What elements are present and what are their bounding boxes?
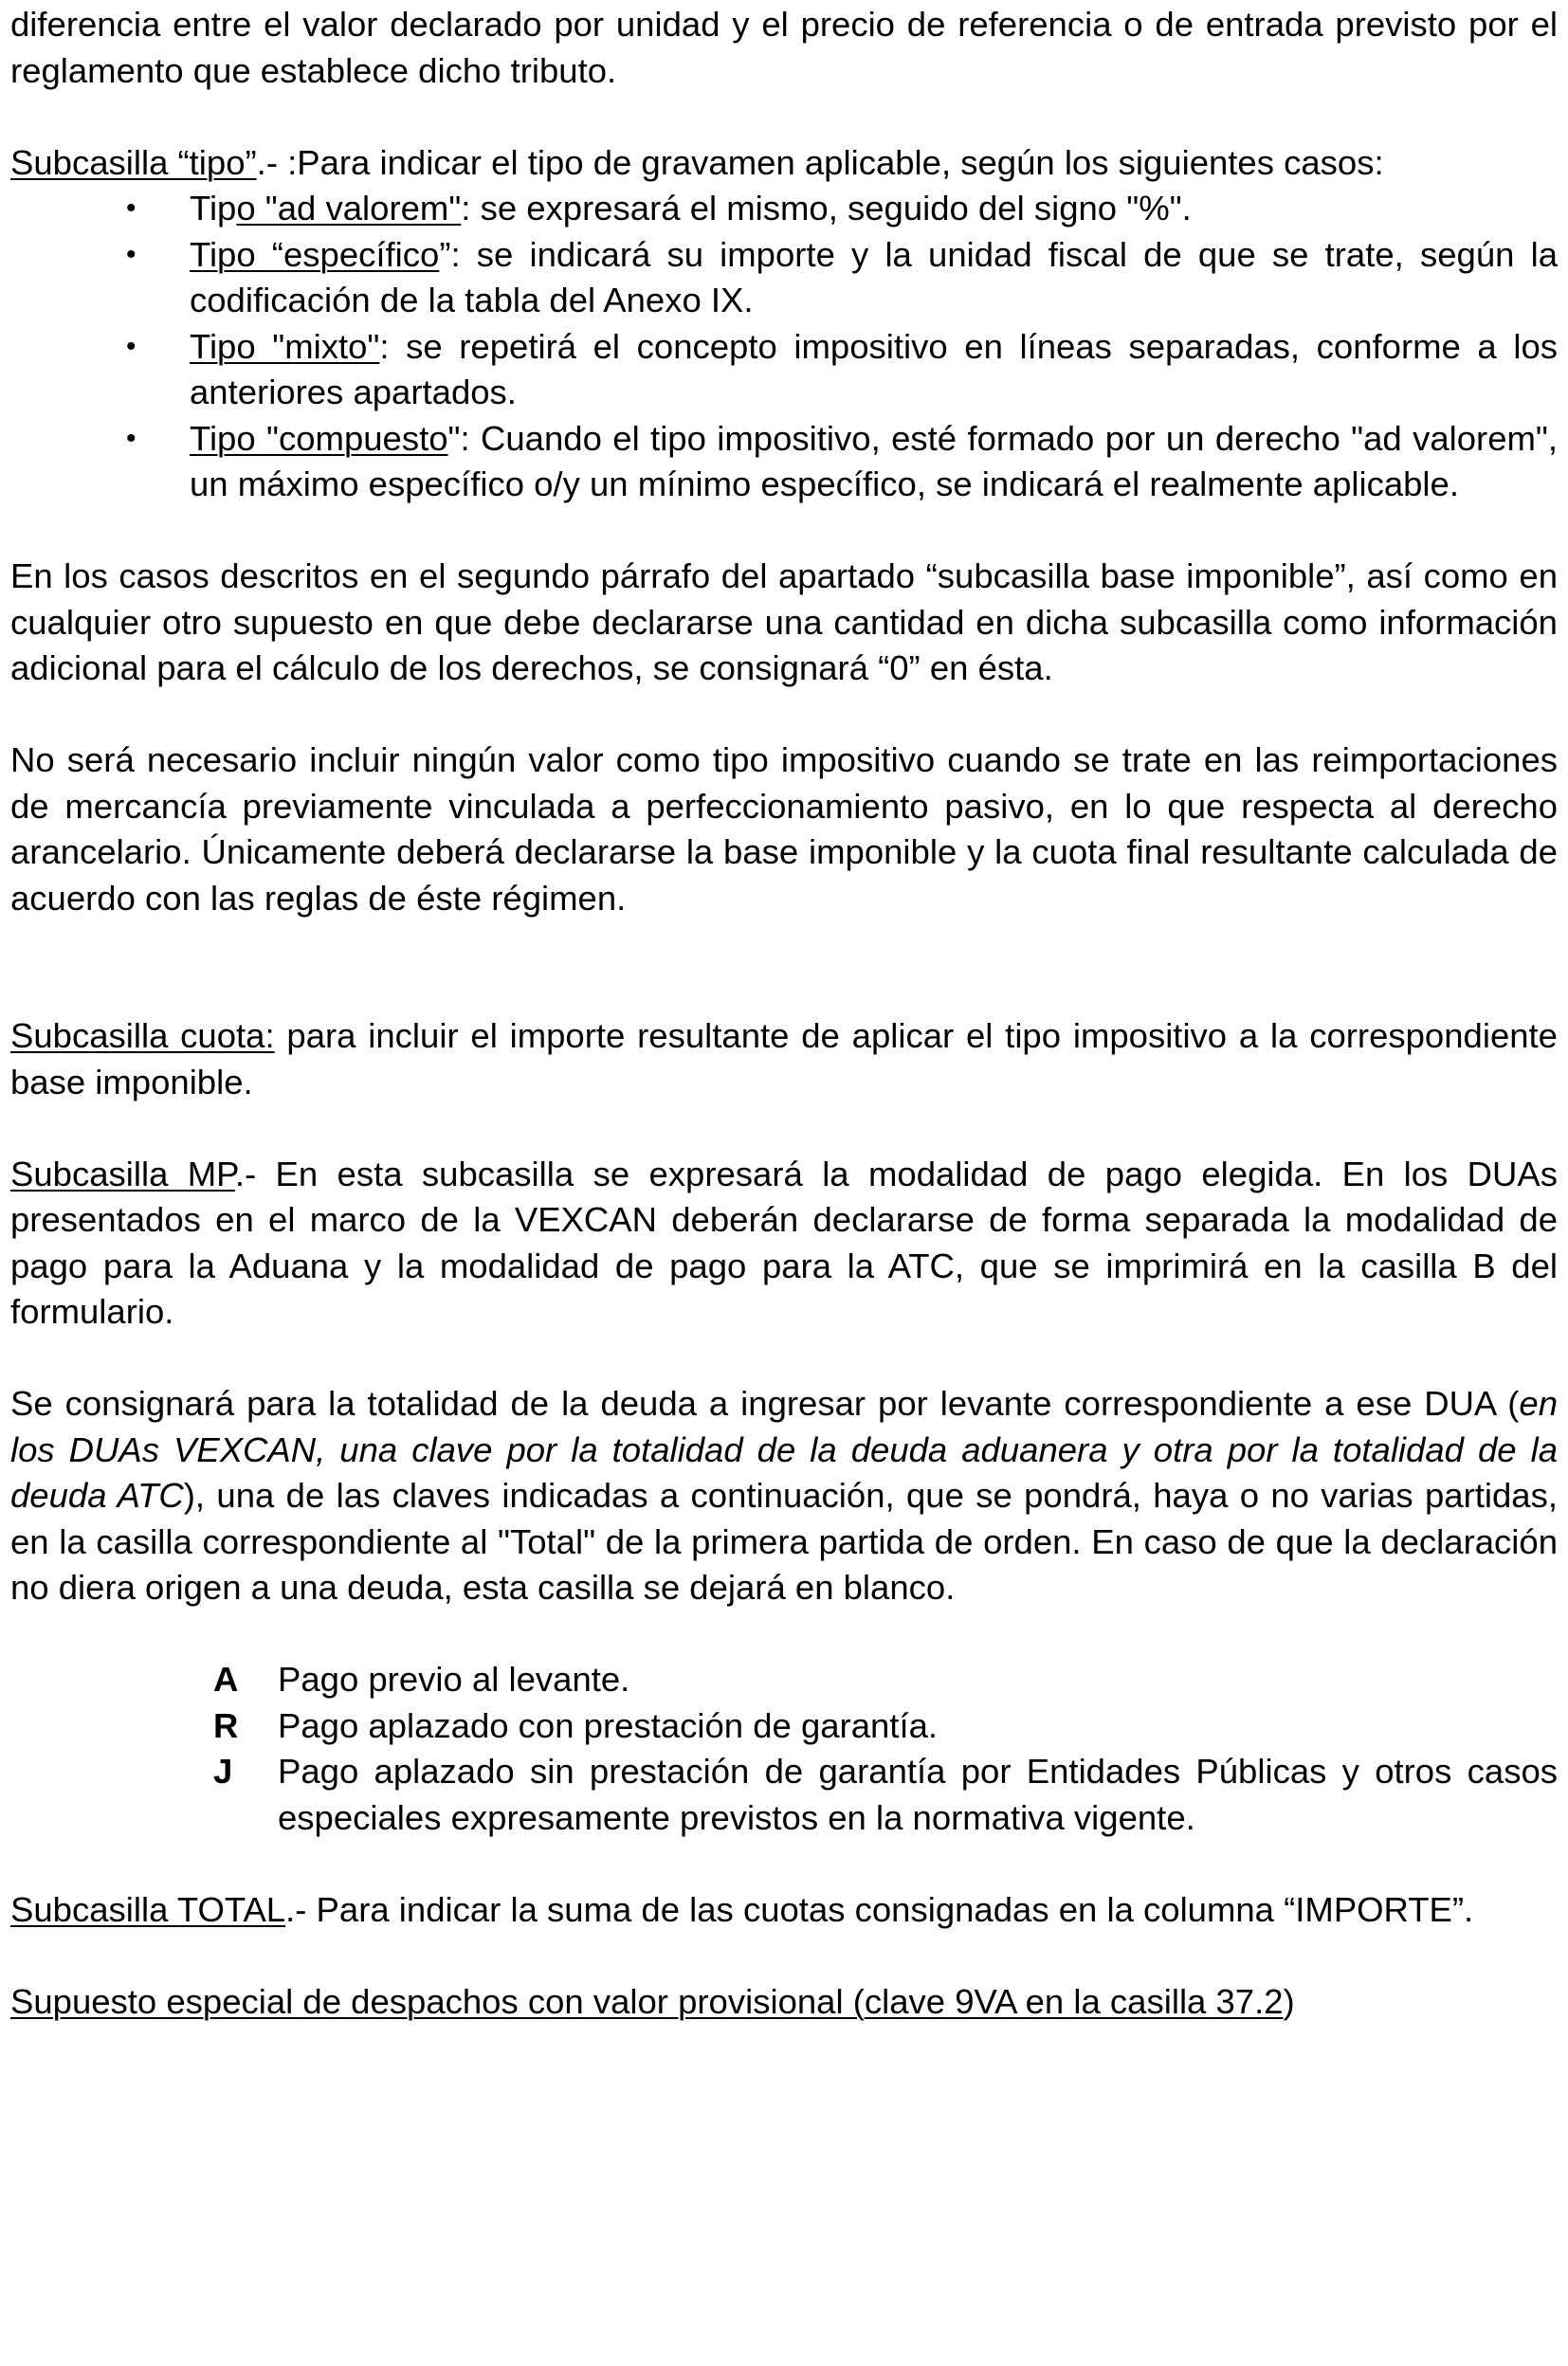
tipo-section-text: .- :Para indicar el tipo de gravamen aplicable, según los siguientes casos: bbox=[256, 142, 1384, 182]
tipo-list bbox=[10, 186, 1558, 508]
payment-code-desc: Pago previo al levante. bbox=[278, 1660, 630, 1699]
deuda-text-italic: en los DUAs VEXCAN, una clave por la totalidad de la deuda aduanera y otra por la totalidad de la deuda ATC bbox=[10, 1384, 1558, 1515]
base-imponible-paragraph: En los casos descritos en el segundo párrafo del apartado “subcasilla base imponible”, así como en cualquier otro supuesto en que debe declararse una cantidad en dicha subcasilla como información adicional para el cálculo de los derechos, se consignará “0” en ésta. bbox=[10, 556, 1558, 687]
list-item-title: Tipo "mixto" bbox=[190, 326, 380, 366]
cuota-section-paragraph bbox=[10, 1013, 1558, 1105]
list-item bbox=[126, 186, 1558, 232]
deuda-paragraph bbox=[10, 1381, 1558, 1611]
list-item-title: o "ad valorem" bbox=[236, 189, 462, 228]
list-item-text: : se expresará el mismo, seguido del signo "%". bbox=[461, 189, 1192, 228]
bullet-icon: • bbox=[126, 192, 137, 224]
payment-code-row bbox=[10, 1657, 1558, 1703]
spacer bbox=[10, 1105, 1558, 1152]
spacer bbox=[10, 94, 1558, 140]
payment-codes-list bbox=[10, 1657, 1558, 1841]
total-section-text: .- Para indicar la suma de las cuotas consignadas en la columna “IMPORTE”. bbox=[285, 1889, 1474, 1929]
intro-paragraph: diferencia entre el valor declarado por unidad y el precio de referencia o de entrada previsto por el reglamento que establece dicho tributo. bbox=[10, 5, 1558, 90]
payment-code-row bbox=[10, 1703, 1558, 1750]
bullet-icon: • bbox=[126, 238, 137, 270]
bullet-icon: • bbox=[126, 330, 137, 362]
special-heading-title: Supuesto especial de despachos con valor provisional (clave 9VA en la casilla 37.2 bbox=[10, 1981, 1284, 2021]
total-section-title: Subcasilla TOTAL bbox=[10, 1889, 286, 1929]
mp-section-paragraph bbox=[10, 1152, 1558, 1336]
list-item bbox=[126, 232, 1558, 324]
spacer bbox=[10, 1611, 1558, 1658]
payment-code-key: R bbox=[213, 1705, 239, 1745]
deuda-text-start: Se consignará para la totalidad de la deuda a ingresar por levante correspondiente a ese DUA ( bbox=[10, 1384, 1520, 1423]
list-item-text: ": Cuando el tipo impositivo, esté formado por un derecho "ad valorem", un máximo específico o/y un mínimo específico, se indicará el realmente aplicable. bbox=[190, 418, 1559, 503]
mp-section-title: Subcasilla MP bbox=[10, 1154, 235, 1193]
cuota-section-title: Subcasilla cuota: bbox=[10, 1016, 275, 1055]
payment-code-desc: Pago aplazado con prestación de garantía. bbox=[278, 1705, 939, 1745]
spacer bbox=[10, 1336, 1558, 1382]
list-item bbox=[126, 416, 1559, 508]
spacer bbox=[10, 692, 1558, 738]
total-section-paragraph bbox=[10, 1887, 1558, 1934]
mp-section-text: .- En esta subcasilla se expresará la modalidad de pago elegida. En los DUAs presentados en el marco de la VEXCAN deberán declararse de forma separada la modalidad de pago para la Aduana y la modalidad de pago para la ATC, que se imprimirá en la casilla B del formulario. bbox=[10, 1154, 1558, 1331]
reimportaciones-paragraph: No será necesario incluir ningún valor como tipo impositivo cuando se trate en las reimportaciones de mercancía previamente vinculada a perfeccionamiento pasivo, en lo que respecta al derecho arancelario. Únicamente deberá declararse la base imponible y la cuota final resultante calculada de acuerdo con las reglas de éste régimen. bbox=[10, 740, 1558, 918]
tipo-section-title: Subcasilla “tipo” bbox=[10, 142, 257, 182]
document-page bbox=[10, 2, 1558, 2025]
spacer bbox=[10, 1841, 1558, 1887]
special-heading-end: ) bbox=[1283, 1981, 1295, 2021]
spacer bbox=[10, 508, 1558, 555]
list-item-title: Tipo “específico bbox=[190, 234, 440, 274]
bullet-icon: • bbox=[126, 422, 137, 454]
payment-code-desc: Pago aplazado sin prestación de garantía por Entidades Públicas y otros casos especiales expresamente previstos en la normativa vigente. bbox=[278, 1752, 1558, 1837]
spacer bbox=[10, 1933, 1558, 1979]
tipo-section-paragraph bbox=[10, 140, 1558, 187]
deuda-text-end: ), una de las claves indicadas a continuación, que se pondrá, haya o no varias partidas, en la casilla correspondiente al "Total" de la primera partida de orden. En caso de que la declaración no diera origen a una deuda, esta casilla se dejará en blanco. bbox=[10, 1476, 1558, 1607]
list-item-title: Tipo "compuesto bbox=[190, 418, 448, 458]
special-heading bbox=[10, 1979, 1558, 2026]
list-item-text: : se repetirá el concepto impositivo en líneas separadas, conforme a los anteriores apartados. bbox=[190, 326, 1558, 411]
list-item-prefix: Tip bbox=[190, 189, 237, 228]
cuota-section-text: para incluir el importe resultante de aplicar el tipo impositivo a la correspondiente base imponible. bbox=[10, 1016, 1558, 1101]
list-item bbox=[126, 324, 1558, 416]
payment-code-key: J bbox=[213, 1752, 233, 1791]
list-item-text: ”: se indicará su importe y la unidad fiscal de que se trate, según la codificación de la tabla del Anexo IX. bbox=[190, 234, 1558, 319]
payment-code-row bbox=[10, 1749, 1558, 1841]
spacer bbox=[10, 921, 1558, 1013]
payment-code-key: A bbox=[213, 1660, 239, 1699]
